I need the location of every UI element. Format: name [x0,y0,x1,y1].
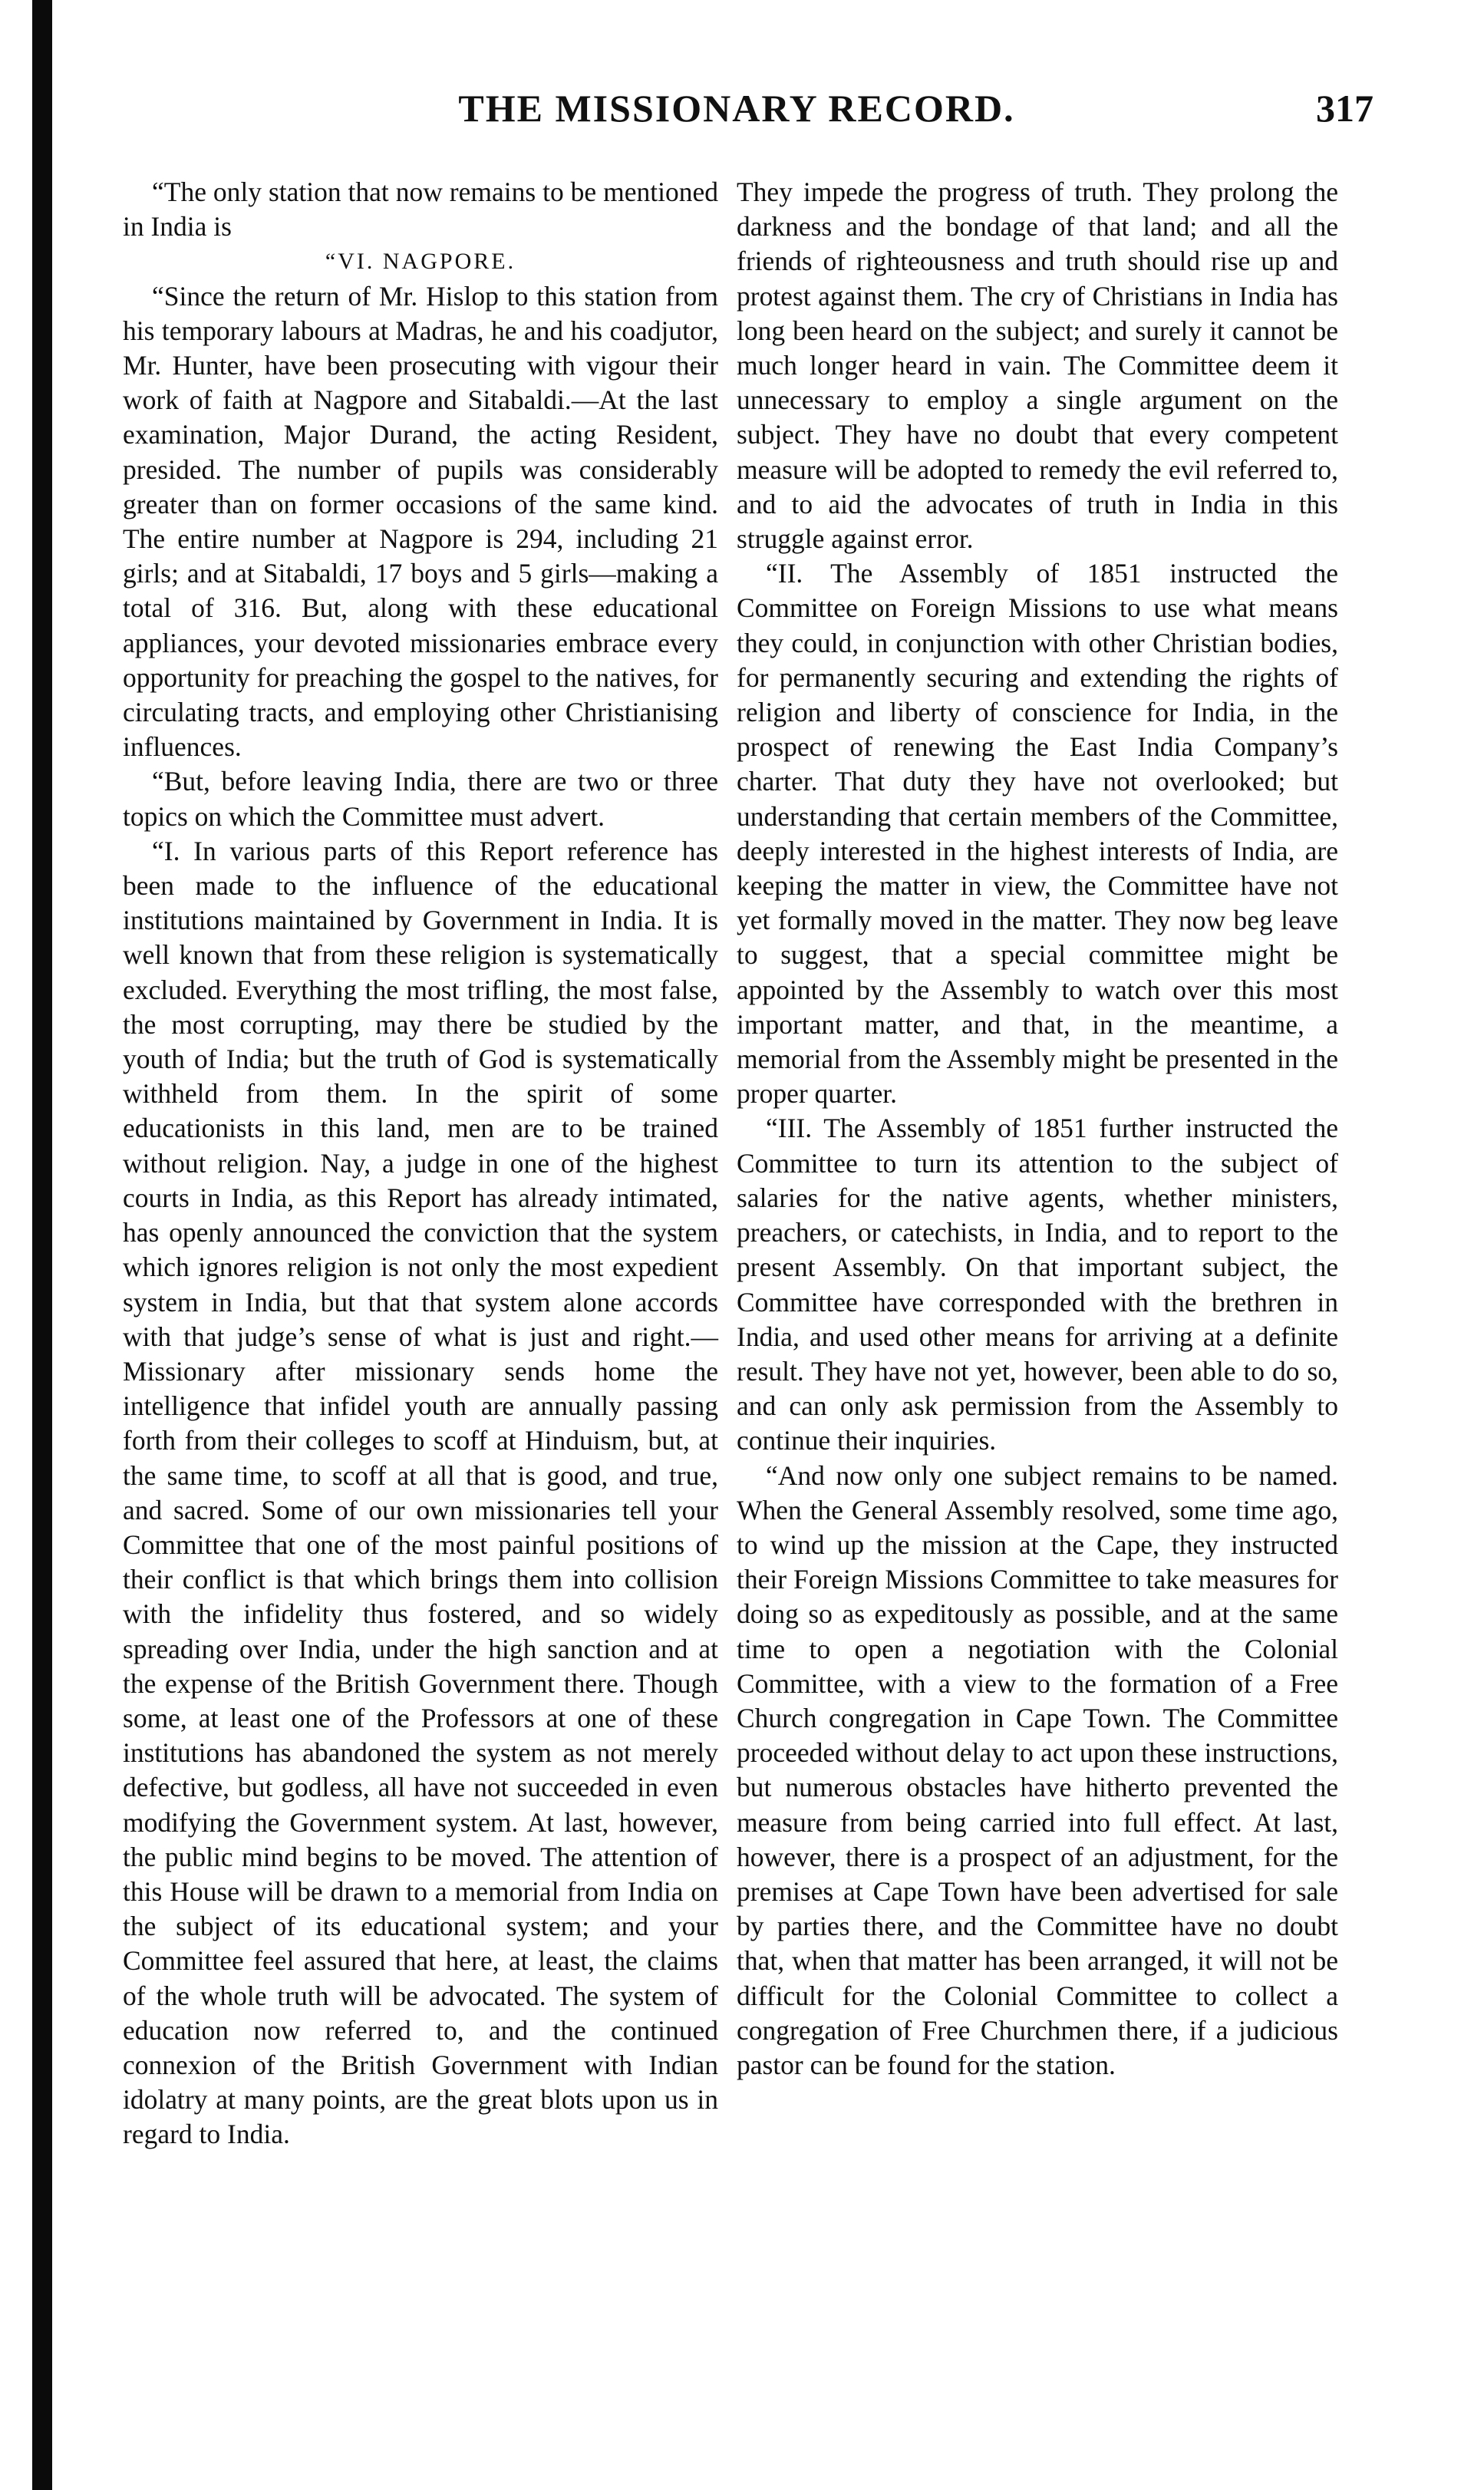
right-column [737,175,1338,2083]
paragraph: “But, before leaving India, there are two or three topics on which the Committee must advert. [123,766,718,832]
paragraph: “And now only one subject remains to be named. When the General Assembly resolved, some time ago, to wind up the mission at the Cape, they instructed their Foreign Missions Committee to take measures for doing so as expeditously as possible, and at the same time to open a negotiation with the Colonial Committee, with a view to the formation of a Free Church congregation in Cape Town. The Committee proceeded without delay to act upon these instructions, but numerous obstacles have hitherto prevented the measure from being carried into full effect. At last, however, there is a prospect of an adjustment, for the premises at Cape Town have been advertised for sale by parties there, and the Committee have no doubt that, when that matter has been arranged, it will not be difficult for the Colonial Committee to collect a congregation of Free Churchmen there, if a judicious pastor can be found for the station. [737,1459,1338,2080]
left-column [123,175,718,2152]
paragraph: They impede the progress of truth. They prolong the darkness and the bondage of that land; and all the friends of righteousness and truth should rise up and protest against them. The cry of Christians in India has long been heard on the subject; and surely it cannot be much longer heard in vain. The Committee deem it unnecessary to employ a single argument on the subject. They have no doubt that every competent measure will be adopted to remedy the evil referred to, and to aid the advocates of truth in India in this struggle against error. [737,176,1338,555]
paragraph: “II. The Assembly of 1851 instructed the Committee on Foreign Missions to use what means they could, in conjunction with other Christian bodies, for permanently securing and extending the rights of religion and liberty of conscience for India, in the prospect of renewing the East India Company’s charter. That duty they have not overlooked; but understanding that certain members of the Committee, deeply interested in the highest interests of India, are keeping the matter in view, the Committee have not yet formally moved in the matter. They now beg leave to suggest, that a special committee might be appointed by the Assembly to watch over this most important matter, and that, in the meantime, a memorial from the Assembly might be presented in the proper quarter. [737,558,1338,1110]
paragraph: “III. The Assembly of 1851 further instructed the Committee to turn its attention to the subject of salaries for the native agents, whether ministers, preachers, or catechists, in India, and to report to the present Assembly. On that important subject, the Committee have corresponded with the brethren in India, and used other means for arriving at a definite result. They have not yet, however, been able to do so, and can only ask permission from the Assembly to continue their inquiries. [737,1113,1338,1456]
page-header [100,86,1374,140]
section-heading: “VI. NAGPORE. [325,249,516,275]
paragraph: “Since the return of Mr. Hislop to this station from his temporary labours at Madras, he and his coadjutor, Mr. Hunter, have been prosecuting with vigour their work of faith at Nagpore and Sitabaldi.—At the last examination, Major Durand, the acting Resident, presided. The number of pupils was considerably greater than on former occasions of the same kind. The entire number at Nagpore is 294, including 21 girls; and at Sitabaldi, 17 boys and 5 girls—making a total of 316. But, along with these educational appliances, your devoted missionaries embrace every opportunity for preaching the gospel to the natives, for circulating tracts, and employing other Christianising influences. [123,280,718,763]
running-title: THE MISSIONARY RECORD. [458,87,1015,130]
paragraph: “I. In various parts of this Report reference has been made to the influence of the educational institutions maintained by Government in India. It is well known that from these religion is systematically excluded. Everything the most trifling, the most false, the most corrupting, may there be studied by the youth of India; but the truth of God is systematically withheld from them. In the spirit of some educationists in this land, men are to be trained without religion. Nay, a judge in one of the highest courts in India, as this Report has already intimated, has openly announced the conviction that the system which ignores religion is not only the most expedient system in India, but that that system alone accords with that judge’s sense of what is just and right.—Missionary after missionary sends home the intelligence that infidel youth are annually passing forth from their colleges to scoff at Hinduism, but, at the same time, to scoff at all that is good, and true, and sacred. Some of our own missionaries tell your Committee that one of the most painful positions of their conflict is that which brings them into collision with the infidelity thus fostered, and so widely spreading over India, under the high sanction and at the expense of the British Government there. Though some, at least one of the Professors at one of these institutions has abandoned the system as not merely defective, but godless, all have not succeeded in even modifying the Government system. At last, however, the public mind begins to be moved. The attention of this House will be drawn to a memorial from India on the subject of its educational system; and your Committee feel assured that here, at least, the claims of the whole truth will be advocated. The system of education now referred to, and the continued connexion of the British Government with Indian idolatry at many points, are the great blots upon us in regard to India. [123,835,718,2150]
page-number: 317 [1316,87,1374,130]
binding-edge [32,0,52,2490]
paragraph: “The only station that now remains to be mentioned in India is [123,176,718,242]
